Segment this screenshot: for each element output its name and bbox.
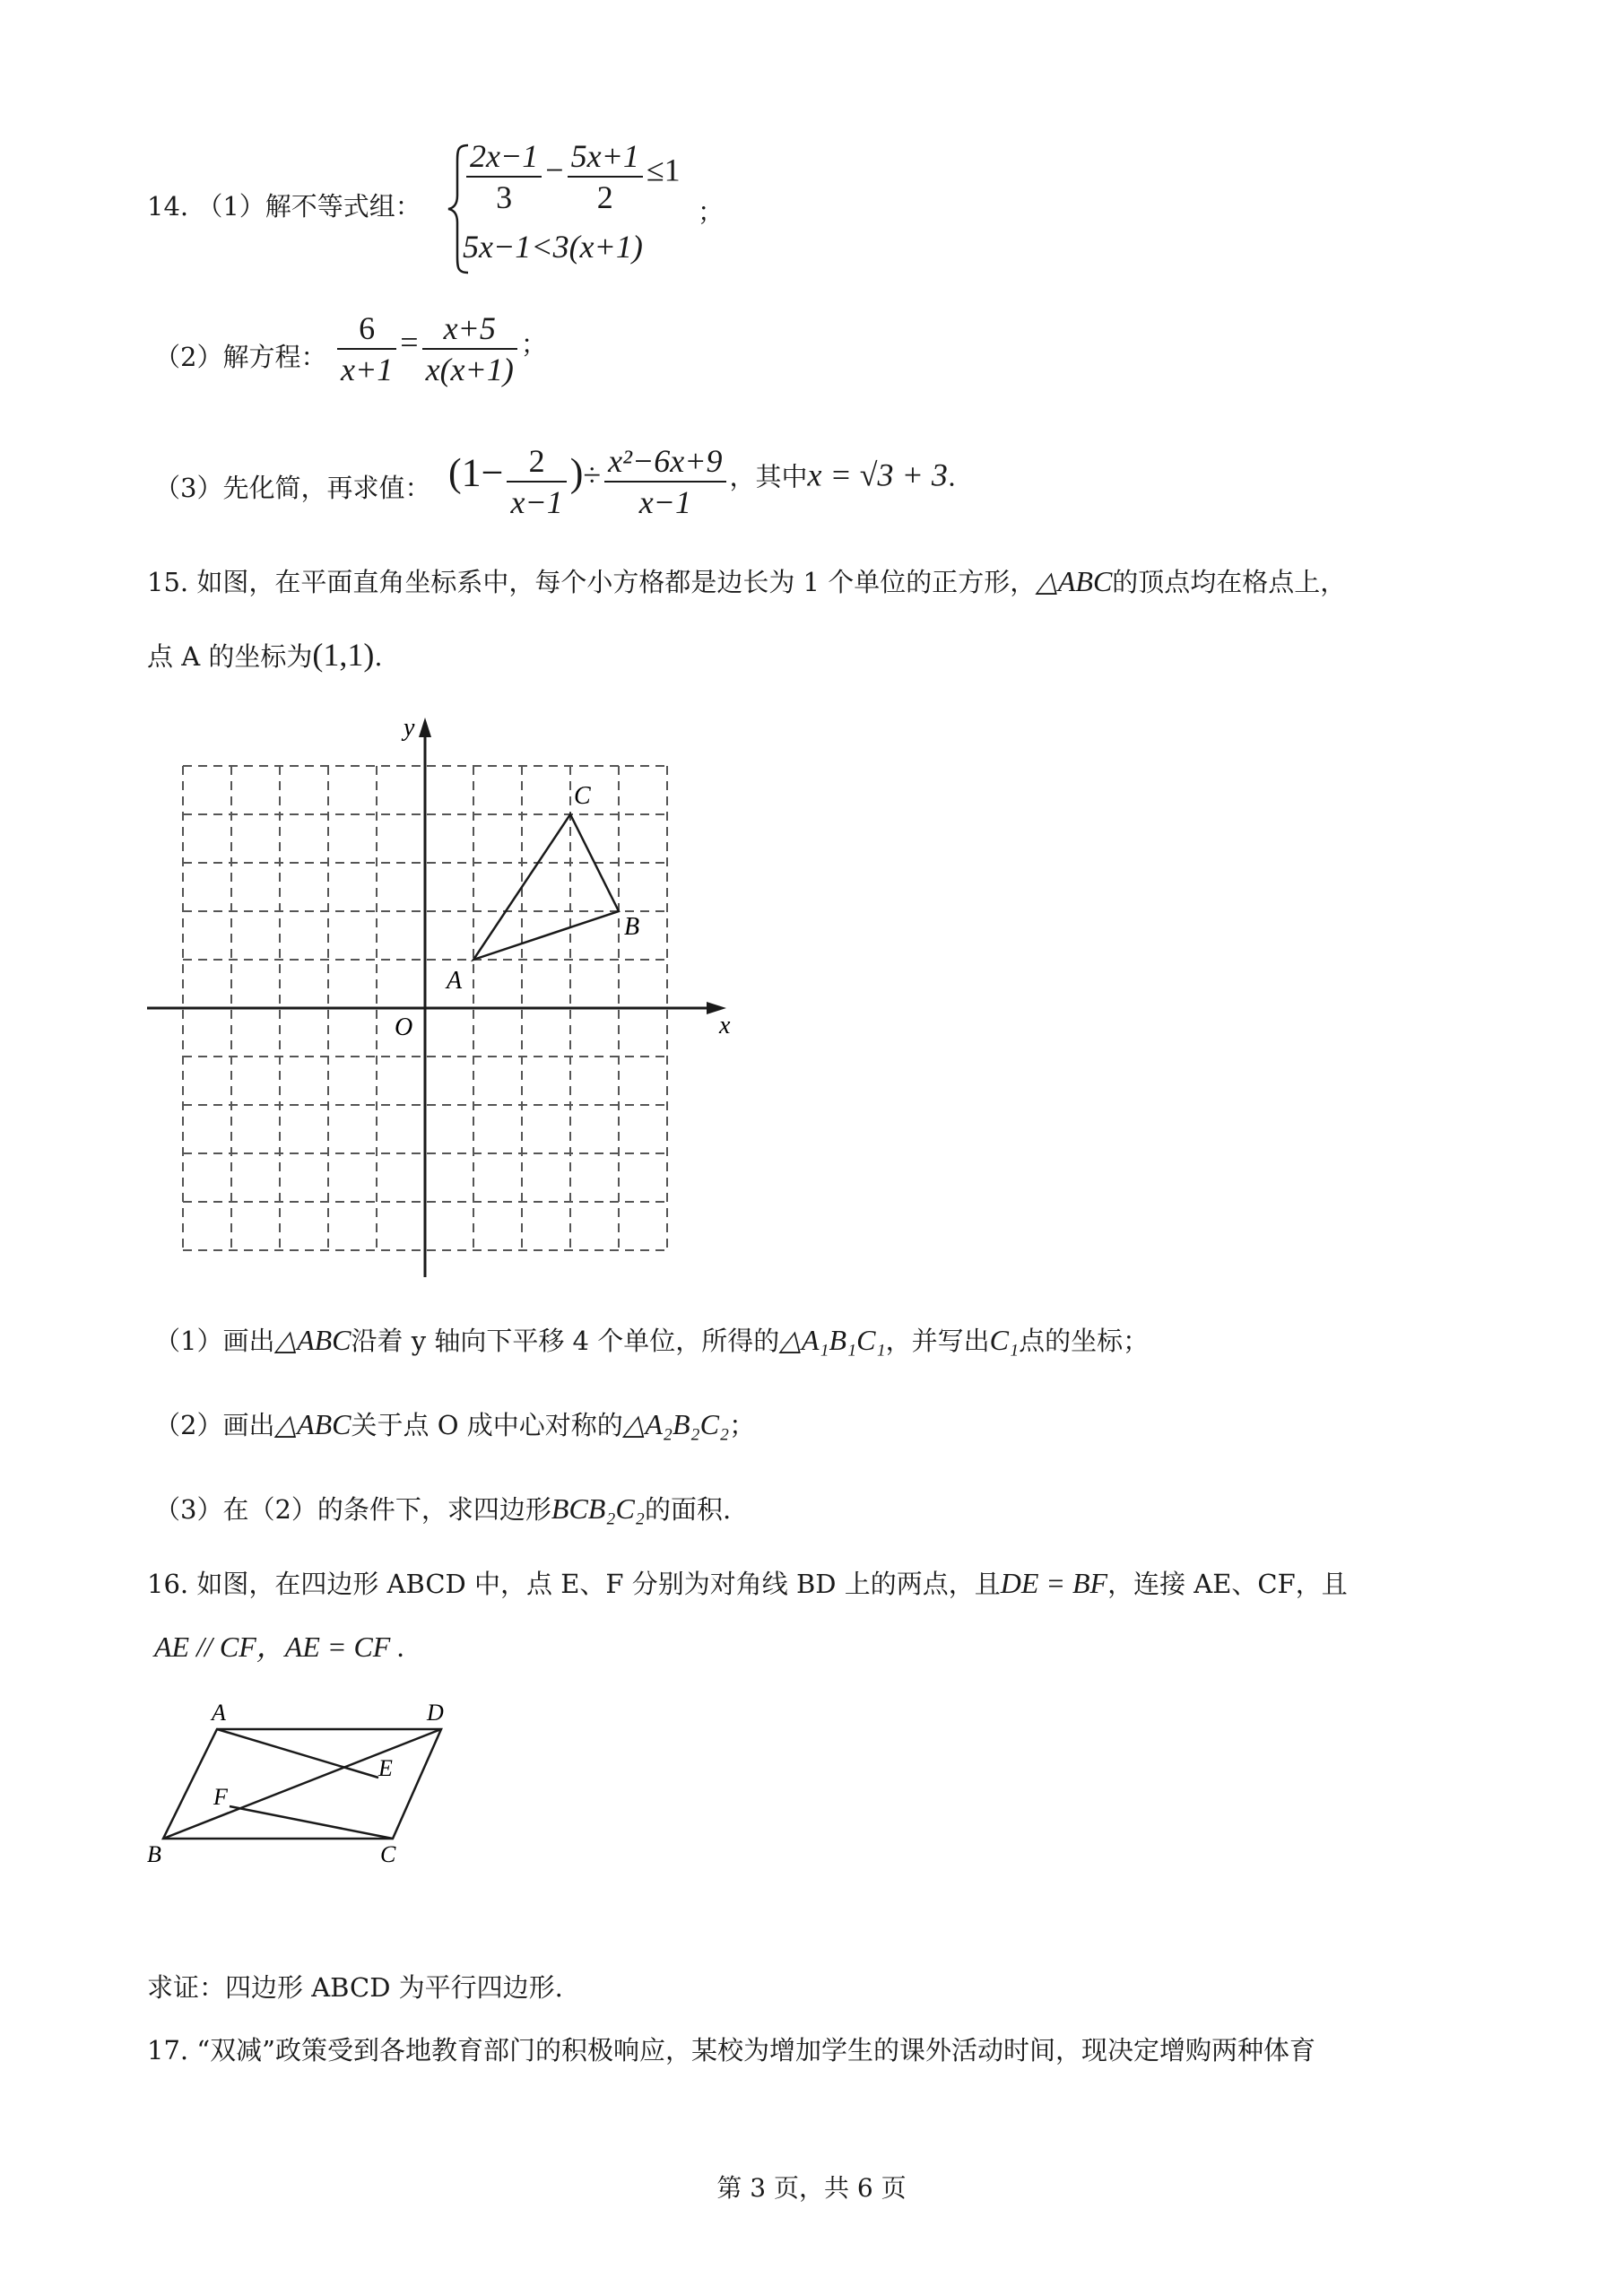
- q15-sub3-b: 的面积.: [644, 1494, 732, 1525]
- q15-stem2-a: 点 A 的坐标为: [147, 641, 313, 672]
- q14-part3: [154, 470, 430, 506]
- q14-p2-num1: 6: [337, 309, 396, 350]
- q15-sub2-tri2: △A₂B₂C₂: [622, 1408, 730, 1440]
- q15-sub1-tri: △ABC: [274, 1324, 352, 1356]
- q15-stem-line1: [147, 563, 1346, 600]
- q14-p3-lparen: (1−: [448, 450, 504, 495]
- q15-sub1: [154, 1322, 1149, 1359]
- q14-minus: −: [545, 152, 564, 188]
- q14-p3-where: ，其中: [729, 461, 808, 492]
- q14-p2-equals: =: [400, 324, 419, 361]
- q14-p2-eq: [334, 309, 547, 389]
- origin-label: O: [395, 1013, 413, 1041]
- q15-stem-b: 的顶点均在格点上，: [1112, 567, 1347, 597]
- q15-sub1-d: 点的坐标；: [1019, 1326, 1150, 1356]
- q14-p3-rparen: ): [569, 450, 584, 495]
- q14-p3-den2: x−1: [638, 484, 691, 520]
- q14-label: 14. （1）解不等式组：: [147, 191, 421, 222]
- q16-segment-cf: [230, 1806, 393, 1839]
- y-axis-arrow: [419, 718, 431, 737]
- q16-parallelogram-figure: [143, 1695, 466, 1874]
- x-axis-label: x: [719, 1012, 731, 1039]
- q15-sub2: [154, 1406, 755, 1443]
- q14-p2-frac2: [422, 309, 517, 389]
- q14-p2-den1: x+1: [341, 352, 394, 387]
- point-label-c: C: [574, 782, 591, 810]
- q16-stem-line2: AE // CF，AE = CF .: [154, 1631, 405, 1663]
- q14-p2-label: （2）解方程：: [154, 342, 327, 372]
- q14-p2-den2: x(x+1): [425, 352, 514, 387]
- q15-coordinate-figure: [135, 700, 780, 1292]
- q15-stem-a: 15. 如图，在平面直角坐标系中，每个小方格都是边长为 1 个单位的正方形，: [147, 567, 1037, 597]
- q16-stem-line1: [147, 1565, 1348, 1602]
- q14-p3-value: x = √3 + 3: [807, 457, 948, 493]
- q15-sub1-pt: C₁: [989, 1324, 1020, 1356]
- q14-p3-expr: [448, 441, 956, 522]
- q15-sub3: [154, 1491, 731, 1527]
- q14-p3-num1: 2: [507, 441, 566, 483]
- q16-segment-ae: [217, 1729, 378, 1778]
- q15-sub2-a: （2）画出: [154, 1410, 275, 1440]
- q14-system-line2: 5x−1<3(x+1): [463, 229, 643, 265]
- q14-p3-frac2: [604, 441, 725, 522]
- q14-p3-div: ÷: [583, 457, 602, 493]
- q16-label-c: C: [380, 1841, 396, 1867]
- q16-stem-a: 16. 如图，在四边形 ABCD 中，点 E、F 分别为对角线 BD 上的两点，且: [147, 1569, 1001, 1599]
- q14-frac1: [466, 136, 542, 217]
- q14-p3-num2: x²−6x+9: [604, 441, 725, 483]
- y-axis-label: y: [404, 714, 415, 742]
- q14-part1: [147, 188, 421, 224]
- point-label-b: B: [624, 913, 640, 941]
- q16-label-a: A: [212, 1700, 226, 1726]
- q14-part2: [154, 339, 326, 375]
- q15-coord: (1,1): [312, 637, 375, 673]
- q15-sub2-end: ；: [729, 1410, 756, 1440]
- q16-stem-eq: DE = BF: [1000, 1567, 1108, 1599]
- q14-frac2: [568, 136, 643, 217]
- q15-sub3-a: （3）在（2）的条件下，求四边形: [154, 1494, 551, 1525]
- q15-stem-line2: [147, 637, 383, 674]
- q14-p2-frac1: [337, 309, 396, 389]
- q15-sub1-c: ，并写出: [885, 1326, 990, 1356]
- point-label-a: A: [447, 967, 463, 995]
- q14-system-end: ；: [698, 196, 725, 227]
- q15-sub1-b: 沿着 y 轴向下平移 4 个单位，所得的: [351, 1326, 780, 1356]
- q15-sub2-b: 关于点 O 成中心对称的: [351, 1410, 623, 1440]
- q15-sub1-a: （1）画出: [154, 1326, 275, 1356]
- q14-frac1-num: 2x−1: [466, 136, 542, 178]
- q14-p3-label: （3）先化简，再求值：: [154, 473, 431, 503]
- q16-label-f: F: [213, 1784, 228, 1810]
- q17-stem-line1: 17. “双减”政策受到各地教育部门的积极响应，某校为增加学生的课外活动时间，现决定增购两种体育: [147, 2035, 1315, 2066]
- triangle-abc: [473, 814, 619, 960]
- q16-label-e: E: [378, 1755, 393, 1781]
- q14-p3-frac1: [507, 441, 566, 522]
- q14-rel: ≤1: [646, 152, 681, 188]
- q14-frac2-num: 5x+1: [568, 136, 643, 178]
- q14-system-line1: [463, 136, 681, 217]
- q14-frac1-den: 3: [496, 179, 513, 215]
- q15-sub3-quad: BCB₂C₂: [551, 1492, 645, 1525]
- q14-p2-end: ；: [520, 328, 547, 360]
- q16-stem-b: ，连接 AE、CF，且: [1107, 1569, 1348, 1599]
- q15-sub2-tri: △ABC: [274, 1408, 352, 1440]
- q15-stem-tri: △ABC: [1036, 565, 1113, 597]
- q14-p2-num2: x+5: [422, 309, 517, 350]
- q14-p3-den1: x−1: [510, 484, 563, 520]
- q15-sub1-tri2: △A₁B₁C₁: [779, 1324, 886, 1356]
- page-footer: 第 3 页，共 6 页: [716, 2173, 907, 2203]
- q14-p3-end: .: [947, 461, 957, 492]
- q16-prove: 求证：四边形 ABCD 为平行四边形.: [147, 1972, 563, 2003]
- q15-stem2-end: .: [374, 641, 383, 672]
- q16-label-b: B: [147, 1841, 161, 1867]
- q16-label-d: D: [427, 1700, 444, 1726]
- q14-frac2-den: 2: [596, 179, 613, 215]
